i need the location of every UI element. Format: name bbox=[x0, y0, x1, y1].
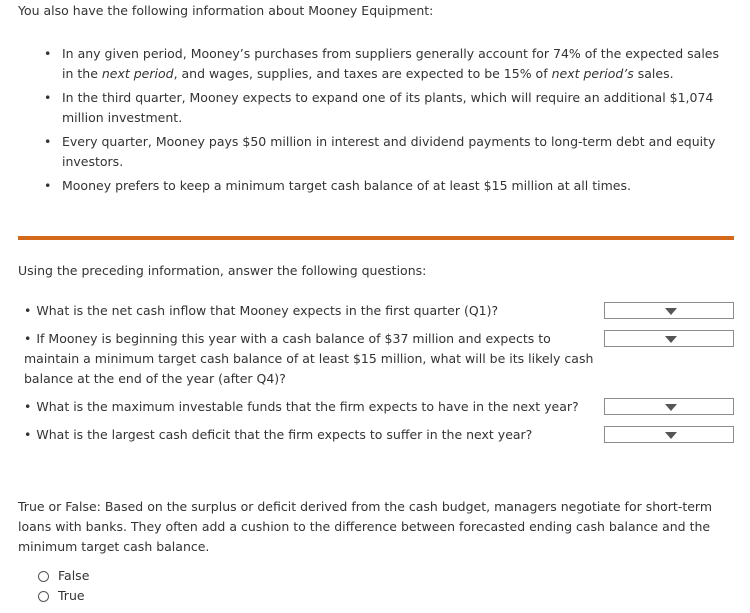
dropdown-arrow-icon bbox=[665, 432, 677, 439]
radio-option-true[interactable] bbox=[38, 587, 85, 605]
answer-dropdown-year-end-balance[interactable] bbox=[604, 330, 734, 347]
question-row-year-end-balance bbox=[24, 329, 734, 389]
answer-dropdown-max-investable[interactable] bbox=[604, 398, 734, 415]
radio-button-icon[interactable] bbox=[38, 591, 49, 602]
intro-text: You also have the following information about Mooney Equipment: bbox=[18, 3, 434, 18]
question-text: What is the largest cash deficit that the firm expects to suffer in the next year? bbox=[36, 427, 533, 442]
radio-label: True bbox=[58, 588, 85, 603]
info-bullet-list bbox=[18, 44, 728, 200]
bullet-dot: • bbox=[44, 134, 52, 149]
bullet-dot: • bbox=[24, 399, 32, 414]
bullet-dot: • bbox=[24, 303, 32, 318]
question-text: If Mooney is beginning this year with a cash balance of $37 million and expects to maintain a minimum target cash balance of at least $15 million, what will be its likely cash balance at the end of the year (after Q4)? bbox=[24, 331, 594, 386]
question-text: What is the net cash inflow that Mooney expects in the first quarter (Q1)? bbox=[36, 303, 499, 318]
dropdown-arrow-icon bbox=[665, 308, 677, 315]
radio-option-false[interactable] bbox=[38, 567, 89, 585]
answer-dropdown-q1[interactable] bbox=[604, 302, 734, 319]
section-divider bbox=[18, 236, 734, 240]
bullet-dot: • bbox=[24, 427, 32, 442]
info-bullet-interest-dividends: • Every quarter, Mooney pays $50 million in interest and dividend payments to long-term debt and equity investors. bbox=[44, 134, 716, 169]
dropdown-arrow-icon bbox=[665, 404, 677, 411]
info-bullet-plant-expansion: • In the third quarter, Mooney expects to expand one of its plants, which will require an additional $1,074 million investment. bbox=[44, 90, 714, 125]
true-false-question: True or False: Based on the surplus or deficit derived from the cash budget, managers negotiate for short-term loans with banks. They often add a cushion to the difference between forecasted ending cash balance and the minimum target cash balance. bbox=[18, 499, 713, 554]
bullet-dot: • bbox=[44, 46, 52, 61]
questions-intro: Using the preceding information, answer the following questions: bbox=[18, 263, 427, 278]
bullet-dot: • bbox=[44, 178, 52, 193]
info-bullet-min-cash: • Mooney prefers to keep a minimum target cash balance of at least $15 million at all times. bbox=[18, 176, 728, 196]
dropdown-arrow-icon bbox=[665, 336, 677, 343]
bullet-dot: • bbox=[24, 331, 32, 346]
question-row-max-investable bbox=[24, 397, 734, 417]
question-row-q1 bbox=[24, 301, 734, 321]
radio-button-icon[interactable] bbox=[38, 571, 49, 582]
bullet-dot: • bbox=[44, 90, 52, 105]
info-bullet-purchases: • In any given period, Mooney’s purchases from suppliers generally account for 74% of the expected sales in the next period, and wages, supplies, and taxes are expected to be 15% of next period’s sales. bbox=[44, 46, 720, 81]
question-row-largest-deficit bbox=[24, 425, 734, 445]
question-text: What is the maximum investable funds that the firm expects to have in the next year? bbox=[36, 399, 579, 414]
answer-dropdown-largest-deficit[interactable] bbox=[604, 426, 734, 443]
radio-label: False bbox=[58, 568, 90, 583]
